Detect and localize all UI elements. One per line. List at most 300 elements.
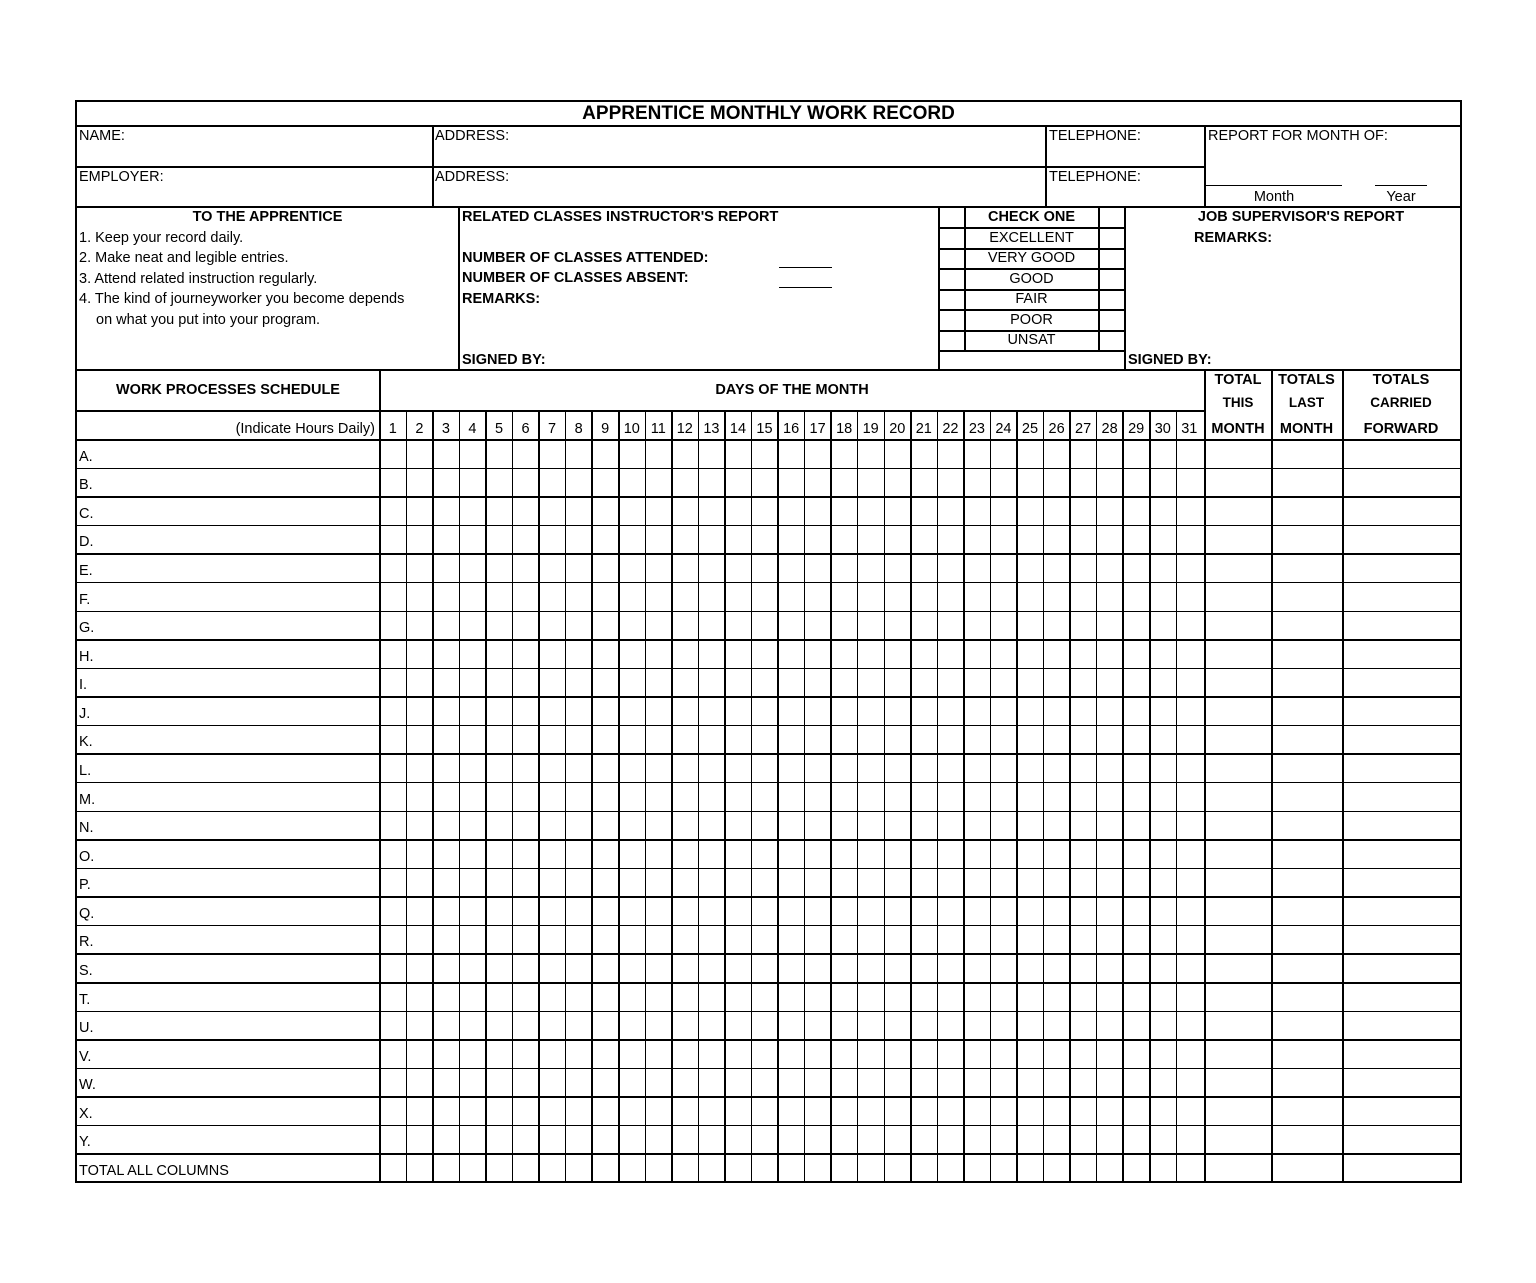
hours-cell[interactable] <box>779 612 804 639</box>
hours-cell[interactable] <box>407 1155 432 1182</box>
hours-cell[interactable] <box>1071 841 1096 868</box>
hours-cell[interactable] <box>434 783 459 810</box>
hours-cell[interactable] <box>805 526 830 553</box>
hours-cell[interactable] <box>858 698 883 725</box>
hours-cell[interactable] <box>885 698 910 725</box>
hours-cell[interactable] <box>1177 841 1202 868</box>
hours-cell[interactable] <box>965 555 990 582</box>
hours-cell[interactable] <box>938 441 963 468</box>
hours-cell[interactable] <box>1018 1098 1043 1125</box>
hours-cell[interactable] <box>1097 555 1122 582</box>
hours-cell[interactable] <box>566 869 591 896</box>
hours-cell[interactable] <box>566 669 591 696</box>
hours-cell[interactable] <box>407 1069 432 1096</box>
hours-cell[interactable] <box>1044 441 1069 468</box>
hours-cell[interactable] <box>858 783 883 810</box>
hours-cell[interactable] <box>1018 1012 1043 1039</box>
hours-cell[interactable] <box>434 869 459 896</box>
hours-cell[interactable] <box>407 498 432 525</box>
hours-cell[interactable] <box>752 441 777 468</box>
hours-cell[interactable] <box>1097 1155 1122 1182</box>
hours-cell[interactable] <box>699 1041 724 1068</box>
name-field[interactable]: NAME: <box>79 128 125 144</box>
hours-cell[interactable] <box>381 469 406 496</box>
hours-cell[interactable] <box>620 841 645 868</box>
totals-cell[interactable] <box>1273 555 1343 582</box>
hours-cell[interactable] <box>646 583 671 610</box>
hours-cell[interactable] <box>407 441 432 468</box>
totals-cell[interactable] <box>1206 1098 1272 1125</box>
hours-cell[interactable] <box>540 726 565 753</box>
hours-cell[interactable] <box>752 955 777 982</box>
hours-cell[interactable] <box>460 555 485 582</box>
hours-cell[interactable] <box>434 1155 459 1182</box>
hours-cell[interactable] <box>1044 1041 1069 1068</box>
hours-cell[interactable] <box>407 755 432 782</box>
hours-cell[interactable] <box>858 1069 883 1096</box>
hours-cell[interactable] <box>938 526 963 553</box>
hours-cell[interactable] <box>1097 841 1122 868</box>
hours-cell[interactable] <box>1097 498 1122 525</box>
hours-cell[interactable] <box>805 955 830 982</box>
hours-cell[interactable] <box>1177 755 1202 782</box>
hours-cell[interactable] <box>912 869 937 896</box>
hours-cell[interactable] <box>1071 955 1096 982</box>
hours-cell[interactable] <box>965 926 990 953</box>
hours-cell[interactable] <box>1151 783 1176 810</box>
totals-cell[interactable] <box>1273 984 1343 1011</box>
hours-cell[interactable] <box>487 526 512 553</box>
totals-cell[interactable] <box>1273 669 1343 696</box>
hours-cell[interactable] <box>487 783 512 810</box>
hours-cell[interactable] <box>699 869 724 896</box>
hours-cell[interactable] <box>805 1069 830 1096</box>
hours-cell[interactable] <box>912 1098 937 1125</box>
hours-cell[interactable] <box>540 641 565 668</box>
hours-cell[interactable] <box>991 1041 1016 1068</box>
hours-cell[interactable] <box>912 1041 937 1068</box>
hours-cell[interactable] <box>699 669 724 696</box>
hours-cell[interactable] <box>566 1155 591 1182</box>
hours-cell[interactable] <box>646 1126 671 1153</box>
hours-cell[interactable] <box>407 898 432 925</box>
hours-cell[interactable] <box>434 955 459 982</box>
classes-attended-input[interactable] <box>779 267 832 268</box>
hours-cell[interactable] <box>858 726 883 753</box>
hours-cell[interactable] <box>1097 1012 1122 1039</box>
hours-cell[interactable] <box>593 698 618 725</box>
totals-cell[interactable] <box>1273 726 1343 753</box>
hours-cell[interactable] <box>752 1012 777 1039</box>
employer-telephone-field[interactable]: TELEPHONE: <box>1049 169 1141 185</box>
hours-cell[interactable] <box>407 812 432 839</box>
hours-cell[interactable] <box>620 783 645 810</box>
hours-cell[interactable] <box>752 841 777 868</box>
check-box-right[interactable] <box>1100 250 1124 268</box>
hours-cell[interactable] <box>566 441 591 468</box>
hours-cell[interactable] <box>752 869 777 896</box>
hours-cell[interactable] <box>699 555 724 582</box>
hours-cell[interactable] <box>566 526 591 553</box>
check-box-left[interactable] <box>940 270 964 288</box>
totals-cell[interactable] <box>1344 698 1461 725</box>
hours-cell[interactable] <box>832 583 857 610</box>
hours-cell[interactable] <box>646 1069 671 1096</box>
hours-cell[interactable] <box>1071 1069 1096 1096</box>
hours-cell[interactable] <box>752 984 777 1011</box>
hours-cell[interactable] <box>779 869 804 896</box>
hours-cell[interactable] <box>726 641 751 668</box>
hours-cell[interactable] <box>885 612 910 639</box>
hours-cell[interactable] <box>779 698 804 725</box>
hours-cell[interactable] <box>1151 812 1176 839</box>
hours-cell[interactable] <box>487 669 512 696</box>
hours-cell[interactable] <box>912 1126 937 1153</box>
hours-cell[interactable] <box>938 641 963 668</box>
hours-cell[interactable] <box>726 583 751 610</box>
hours-cell[interactable] <box>1177 555 1202 582</box>
hours-cell[interactable] <box>460 641 485 668</box>
hours-cell[interactable] <box>434 926 459 953</box>
totals-cell[interactable] <box>1344 1041 1461 1068</box>
hours-cell[interactable] <box>673 726 698 753</box>
hours-cell[interactable] <box>1124 984 1149 1011</box>
hours-cell[interactable] <box>699 526 724 553</box>
hours-cell[interactable] <box>407 783 432 810</box>
hours-cell[interactable] <box>1018 612 1043 639</box>
hours-cell[interactable] <box>965 755 990 782</box>
hours-cell[interactable] <box>965 469 990 496</box>
hours-cell[interactable] <box>620 1069 645 1096</box>
hours-cell[interactable] <box>699 1155 724 1182</box>
hours-cell[interactable] <box>593 726 618 753</box>
hours-cell[interactable] <box>938 555 963 582</box>
totals-cell[interactable] <box>1273 955 1343 982</box>
hours-cell[interactable] <box>805 726 830 753</box>
hours-cell[interactable] <box>1124 726 1149 753</box>
hours-cell[interactable] <box>1097 698 1122 725</box>
hours-cell[interactable] <box>407 583 432 610</box>
hours-cell[interactable] <box>912 1012 937 1039</box>
hours-cell[interactable] <box>938 812 963 839</box>
hours-cell[interactable] <box>885 641 910 668</box>
hours-cell[interactable] <box>1124 1155 1149 1182</box>
hours-cell[interactable] <box>434 1069 459 1096</box>
hours-cell[interactable] <box>1018 1155 1043 1182</box>
hours-cell[interactable] <box>381 841 406 868</box>
hours-cell[interactable] <box>965 1098 990 1125</box>
hours-cell[interactable] <box>1071 555 1096 582</box>
hours-cell[interactable] <box>566 641 591 668</box>
hours-cell[interactable] <box>646 726 671 753</box>
hours-cell[interactable] <box>726 555 751 582</box>
hours-cell[interactable] <box>1124 755 1149 782</box>
hours-cell[interactable] <box>991 1012 1016 1039</box>
hours-cell[interactable] <box>593 926 618 953</box>
hours-cell[interactable] <box>646 984 671 1011</box>
hours-cell[interactable] <box>1177 1012 1202 1039</box>
hours-cell[interactable] <box>1018 441 1043 468</box>
hours-cell[interactable] <box>991 1126 1016 1153</box>
hours-cell[interactable] <box>885 726 910 753</box>
hours-cell[interactable] <box>805 869 830 896</box>
hours-cell[interactable] <box>832 898 857 925</box>
hours-cell[interactable] <box>699 841 724 868</box>
hours-cell[interactable] <box>434 441 459 468</box>
hours-cell[interactable] <box>832 984 857 1011</box>
totals-cell[interactable] <box>1206 1012 1272 1039</box>
hours-cell[interactable] <box>991 669 1016 696</box>
hours-cell[interactable] <box>726 984 751 1011</box>
hours-cell[interactable] <box>1097 783 1122 810</box>
hours-cell[interactable] <box>1097 641 1122 668</box>
hours-cell[interactable] <box>407 555 432 582</box>
hours-cell[interactable] <box>1177 812 1202 839</box>
hours-cell[interactable] <box>540 926 565 953</box>
hours-cell[interactable] <box>1124 526 1149 553</box>
hours-cell[interactable] <box>965 1155 990 1182</box>
hours-cell[interactable] <box>513 783 538 810</box>
hours-cell[interactable] <box>646 812 671 839</box>
hours-cell[interactable] <box>1151 726 1176 753</box>
hours-cell[interactable] <box>646 1155 671 1182</box>
hours-cell[interactable] <box>620 726 645 753</box>
totals-cell[interactable] <box>1344 926 1461 953</box>
hours-cell[interactable] <box>620 583 645 610</box>
hours-cell[interactable] <box>513 669 538 696</box>
hours-cell[interactable] <box>832 555 857 582</box>
check-box-left[interactable] <box>940 311 964 329</box>
check-box-left[interactable] <box>940 332 964 350</box>
hours-cell[interactable] <box>938 926 963 953</box>
totals-cell[interactable] <box>1344 1126 1461 1153</box>
totals-cell[interactable] <box>1273 1098 1343 1125</box>
totals-cell[interactable] <box>1344 869 1461 896</box>
hours-cell[interactable] <box>1044 1012 1069 1039</box>
hours-cell[interactable] <box>460 1155 485 1182</box>
hours-cell[interactable] <box>407 1041 432 1068</box>
hours-cell[interactable] <box>1044 469 1069 496</box>
hours-cell[interactable] <box>885 498 910 525</box>
hours-cell[interactable] <box>460 469 485 496</box>
hours-cell[interactable] <box>779 1155 804 1182</box>
hours-cell[interactable] <box>1044 812 1069 839</box>
hours-cell[interactable] <box>726 1012 751 1039</box>
hours-cell[interactable] <box>858 583 883 610</box>
hours-cell[interactable] <box>434 898 459 925</box>
totals-cell[interactable] <box>1344 1098 1461 1125</box>
hours-cell[interactable] <box>1177 783 1202 810</box>
hours-cell[interactable] <box>1177 469 1202 496</box>
hours-cell[interactable] <box>1151 898 1176 925</box>
hours-cell[interactable] <box>460 955 485 982</box>
hours-cell[interactable] <box>858 955 883 982</box>
hours-cell[interactable] <box>407 1126 432 1153</box>
hours-cell[interactable] <box>752 555 777 582</box>
hours-cell[interactable] <box>381 926 406 953</box>
totals-cell[interactable] <box>1273 498 1343 525</box>
hours-cell[interactable] <box>620 526 645 553</box>
hours-cell[interactable] <box>460 583 485 610</box>
hours-cell[interactable] <box>620 898 645 925</box>
hours-cell[interactable] <box>1124 898 1149 925</box>
hours-cell[interactable] <box>805 1041 830 1068</box>
hours-cell[interactable] <box>593 841 618 868</box>
hours-cell[interactable] <box>1018 726 1043 753</box>
hours-cell[interactable] <box>1018 641 1043 668</box>
totals-cell[interactable] <box>1344 955 1461 982</box>
hours-cell[interactable] <box>487 1012 512 1039</box>
hours-cell[interactable] <box>646 955 671 982</box>
hours-cell[interactable] <box>434 1041 459 1068</box>
hours-cell[interactable] <box>487 1069 512 1096</box>
hours-cell[interactable] <box>912 612 937 639</box>
hours-cell[interactable] <box>513 612 538 639</box>
hours-cell[interactable] <box>991 869 1016 896</box>
hours-cell[interactable] <box>1124 1012 1149 1039</box>
hours-cell[interactable] <box>566 955 591 982</box>
hours-cell[interactable] <box>991 583 1016 610</box>
totals-cell[interactable] <box>1273 898 1343 925</box>
hours-cell[interactable] <box>646 441 671 468</box>
check-box-right[interactable] <box>1100 332 1124 350</box>
hours-cell[interactable] <box>1151 583 1176 610</box>
hours-cell[interactable] <box>779 1126 804 1153</box>
hours-cell[interactable] <box>1018 898 1043 925</box>
hours-cell[interactable] <box>965 526 990 553</box>
totals-cell[interactable] <box>1206 841 1272 868</box>
totals-cell[interactable] <box>1273 1012 1343 1039</box>
hours-cell[interactable] <box>1071 926 1096 953</box>
totals-cell[interactable] <box>1206 469 1272 496</box>
hours-cell[interactable] <box>1097 469 1122 496</box>
hours-cell[interactable] <box>460 869 485 896</box>
hours-cell[interactable] <box>726 726 751 753</box>
hours-cell[interactable] <box>673 583 698 610</box>
hours-cell[interactable] <box>912 441 937 468</box>
hours-cell[interactable] <box>407 984 432 1011</box>
hours-cell[interactable] <box>1071 1012 1096 1039</box>
hours-cell[interactable] <box>673 641 698 668</box>
hours-cell[interactable] <box>912 698 937 725</box>
hours-cell[interactable] <box>460 526 485 553</box>
hours-cell[interactable] <box>460 1012 485 1039</box>
hours-cell[interactable] <box>513 955 538 982</box>
hours-cell[interactable] <box>434 726 459 753</box>
hours-cell[interactable] <box>912 926 937 953</box>
totals-cell[interactable] <box>1344 898 1461 925</box>
hours-cell[interactable] <box>434 641 459 668</box>
totals-cell[interactable] <box>1206 555 1272 582</box>
hours-cell[interactable] <box>991 1098 1016 1125</box>
hours-cell[interactable] <box>752 698 777 725</box>
hours-cell[interactable] <box>381 1012 406 1039</box>
hours-cell[interactable] <box>726 441 751 468</box>
hours-cell[interactable] <box>1018 498 1043 525</box>
hours-cell[interactable] <box>1097 984 1122 1011</box>
hours-cell[interactable] <box>832 955 857 982</box>
hours-cell[interactable] <box>779 441 804 468</box>
hours-cell[interactable] <box>487 1126 512 1153</box>
hours-cell[interactable] <box>1044 869 1069 896</box>
hours-cell[interactable] <box>912 641 937 668</box>
hours-cell[interactable] <box>620 1041 645 1068</box>
hours-cell[interactable] <box>540 669 565 696</box>
totals-cell[interactable] <box>1344 441 1461 468</box>
hours-cell[interactable] <box>1124 812 1149 839</box>
hours-cell[interactable] <box>699 641 724 668</box>
hours-cell[interactable] <box>965 898 990 925</box>
hours-cell[interactable] <box>646 869 671 896</box>
hours-cell[interactable] <box>805 812 830 839</box>
hours-cell[interactable] <box>779 583 804 610</box>
hours-cell[interactable] <box>805 612 830 639</box>
hours-cell[interactable] <box>991 783 1016 810</box>
hours-cell[interactable] <box>1044 898 1069 925</box>
hours-cell[interactable] <box>699 726 724 753</box>
totals-cell[interactable] <box>1206 1069 1272 1096</box>
hours-cell[interactable] <box>620 869 645 896</box>
hours-cell[interactable] <box>965 498 990 525</box>
hours-cell[interactable] <box>646 1012 671 1039</box>
hours-cell[interactable] <box>1151 1069 1176 1096</box>
hours-cell[interactable] <box>752 669 777 696</box>
check-box-right[interactable] <box>1100 311 1124 329</box>
hours-cell[interactable] <box>991 498 1016 525</box>
hours-cell[interactable] <box>673 841 698 868</box>
hours-cell[interactable] <box>381 755 406 782</box>
hours-cell[interactable] <box>1071 783 1096 810</box>
hours-cell[interactable] <box>1124 469 1149 496</box>
hours-cell[interactable] <box>805 1012 830 1039</box>
hours-cell[interactable] <box>752 1098 777 1125</box>
totals-cell[interactable] <box>1206 955 1272 982</box>
hours-cell[interactable] <box>726 1041 751 1068</box>
hours-cell[interactable] <box>779 755 804 782</box>
hours-cell[interactable] <box>434 984 459 1011</box>
hours-cell[interactable] <box>487 812 512 839</box>
hours-cell[interactable] <box>938 1126 963 1153</box>
hours-cell[interactable] <box>513 441 538 468</box>
supervisor-signed-field[interactable]: SIGNED BY: <box>1128 352 1212 368</box>
hours-cell[interactable] <box>1044 669 1069 696</box>
hours-cell[interactable] <box>858 498 883 525</box>
hours-cell[interactable] <box>885 469 910 496</box>
hours-cell[interactable] <box>726 498 751 525</box>
hours-cell[interactable] <box>912 984 937 1011</box>
hours-cell[interactable] <box>434 669 459 696</box>
totals-cell[interactable] <box>1206 1155 1272 1182</box>
hours-cell[interactable] <box>381 698 406 725</box>
hours-cell[interactable] <box>673 755 698 782</box>
hours-cell[interactable] <box>487 755 512 782</box>
hours-cell[interactable] <box>805 783 830 810</box>
employer-address-field[interactable]: ADDRESS: <box>435 169 510 185</box>
telephone-field[interactable]: TELEPHONE: <box>1049 128 1141 144</box>
hours-cell[interactable] <box>991 612 1016 639</box>
hours-cell[interactable] <box>726 469 751 496</box>
hours-cell[interactable] <box>1018 984 1043 1011</box>
hours-cell[interactable] <box>752 783 777 810</box>
totals-cell[interactable] <box>1344 583 1461 610</box>
hours-cell[interactable] <box>1097 755 1122 782</box>
classes-absent-input[interactable] <box>779 287 832 288</box>
hours-cell[interactable] <box>699 898 724 925</box>
hours-cell[interactable] <box>938 898 963 925</box>
hours-cell[interactable] <box>752 898 777 925</box>
hours-cell[interactable] <box>1097 441 1122 468</box>
hours-cell[interactable] <box>912 783 937 810</box>
